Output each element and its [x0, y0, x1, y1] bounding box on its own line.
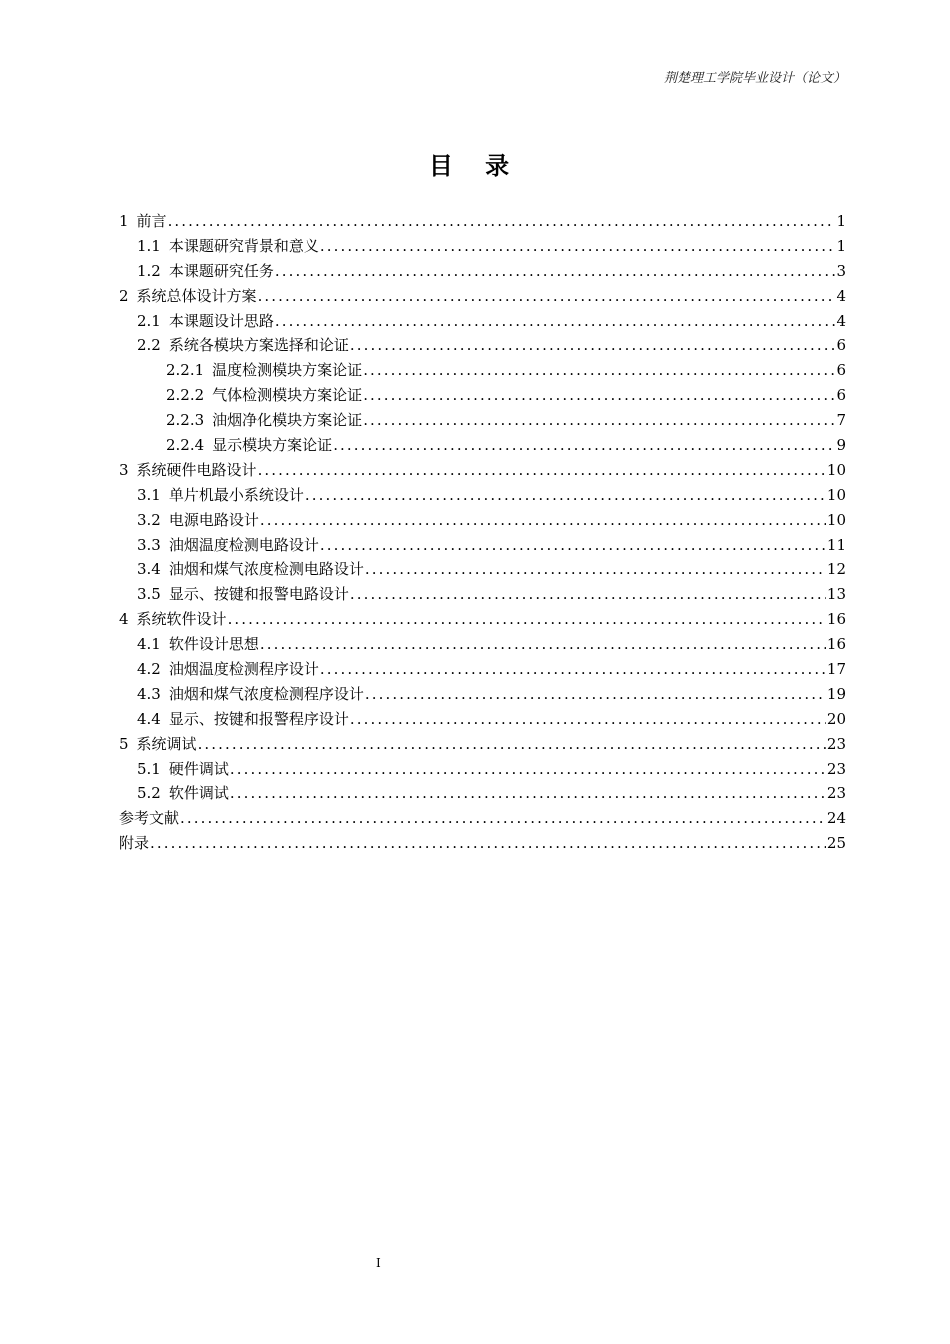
toc-page-number: 16 [826, 635, 846, 654]
toc-entry-title: 系统各模块方案选择和论证 [168, 336, 349, 355]
toc-entry-number: 5 [119, 734, 129, 753]
toc-entry-number: 2.2.2 [166, 386, 205, 405]
toc-page-number: 13 [826, 585, 846, 604]
toc-page-number: 10 [826, 460, 846, 479]
toc-entry-number: 3.3 [137, 535, 161, 554]
toc-dot-leader [230, 760, 826, 778]
toc-dot-leader [363, 361, 835, 379]
toc-dot-leader [260, 511, 826, 529]
toc-entry-title: 前言 [136, 212, 167, 230]
toc-entry-title: 油烟温度检测程序设计 [168, 660, 319, 679]
toc-entry-number: 4 [119, 610, 129, 629]
toc-entry[interactable] [119, 733, 846, 758]
toc-entry[interactable] [119, 310, 846, 335]
toc-entry-title: 电源电路设计 [168, 510, 259, 529]
toc-page-number: 16 [826, 610, 846, 629]
toc-entry-title: 系统硬件电路设计 [136, 460, 257, 479]
toc-entry-number: 3.5 [137, 585, 161, 604]
toc-dot-leader [350, 585, 826, 603]
page-number-footer: I [376, 1256, 381, 1270]
toc-entry-title: 显示、按键和报警电路设计 [168, 585, 349, 604]
toc-dot-leader [260, 635, 826, 653]
toc-page-number: 6 [836, 336, 846, 355]
toc-entry[interactable] [119, 235, 846, 260]
toc-entry-number: 5.1 [137, 759, 161, 778]
toc-entry[interactable] [119, 260, 846, 285]
toc-entry-title: 单片机最小系统设计 [168, 485, 304, 504]
toc-entry[interactable] [119, 459, 846, 484]
toc-entry-title: 气体检测模块方案论证 [212, 386, 363, 405]
toc-dot-leader [275, 312, 836, 330]
toc-dot-leader [180, 809, 826, 827]
toc-dot-leader [320, 237, 836, 255]
toc-page-number: 12 [826, 560, 846, 579]
toc-entry[interactable] [119, 409, 846, 434]
toc-entry[interactable] [119, 683, 846, 708]
toc-entry-number: 3 [119, 460, 129, 479]
toc-entry-number: 4.2 [137, 660, 161, 679]
toc-entry-title: 油烟和煤气浓度检测电路设计 [168, 560, 364, 579]
toc-entry-title: 系统总体设计方案 [136, 286, 257, 305]
toc-entry-title: 显示模块方案论证 [212, 436, 333, 455]
toc-entry-number: 3.1 [137, 485, 161, 504]
running-header: 荆楚理工学院毕业设计（论文） [663, 71, 846, 86]
toc-page-number: 23 [826, 759, 846, 778]
toc-dot-leader [258, 287, 836, 305]
toc-dot-leader [365, 685, 826, 703]
toc-entry[interactable] [119, 509, 846, 534]
toc-entry[interactable] [119, 334, 846, 359]
toc-page-number: 6 [836, 361, 846, 380]
toc-entry-number: 2.2 [137, 336, 161, 355]
toc-entry-number: 4.3 [137, 684, 161, 703]
toc-entry-title: 软件设计思想 [168, 635, 259, 654]
toc-dot-leader [168, 212, 836, 230]
toc-entry[interactable] [119, 359, 846, 384]
toc-entry[interactable] [119, 807, 846, 832]
toc-entry[interactable] [119, 558, 846, 583]
page-title: 目 录 [428, 152, 522, 180]
toc-dot-leader [350, 710, 826, 728]
toc-page-number: 1 [836, 212, 846, 230]
toc-entry-number: 1.1 [137, 236, 161, 255]
toc-dot-leader [363, 386, 835, 404]
toc-page-number: 10 [826, 510, 846, 529]
toc-entry[interactable] [119, 534, 846, 559]
toc-entry-title: 油烟温度检测电路设计 [168, 535, 319, 554]
toc-entry-title: 显示、按键和报警程序设计 [168, 709, 349, 728]
toc-entry-number: 1.2 [137, 261, 161, 280]
toc-dot-leader [350, 336, 836, 354]
toc-entry-number: 2.2.4 [166, 436, 205, 455]
toc-entry[interactable] [119, 384, 846, 409]
toc-page-number: 11 [826, 535, 846, 554]
toc-entry-title: 本课题设计思路 [168, 311, 274, 330]
toc-page-number: 10 [826, 485, 846, 504]
toc-entry-number: 4.1 [137, 635, 161, 654]
toc-page-number: 6 [836, 386, 846, 405]
toc-entry[interactable] [119, 484, 846, 509]
toc-dot-leader [230, 784, 826, 802]
toc-entry-number: 2.2.3 [166, 411, 205, 430]
toc-entry[interactable] [119, 782, 846, 807]
toc-page-number: 4 [836, 286, 846, 305]
toc-entry-number: 5.2 [137, 784, 161, 803]
toc-entry[interactable] [119, 758, 846, 783]
table-of-contents [119, 210, 846, 857]
toc-entry-number: 2 [119, 286, 129, 305]
toc-page-number: 25 [826, 834, 846, 853]
toc-dot-leader [258, 461, 826, 479]
toc-entry-title: 参考文献 [119, 809, 180, 828]
toc-page-number: 24 [826, 809, 846, 828]
toc-page-number: 3 [836, 261, 846, 280]
toc-entry[interactable] [119, 832, 846, 857]
toc-dot-leader [275, 262, 836, 280]
toc-entry-title: 温度检测模块方案论证 [212, 361, 363, 380]
toc-entry-title: 本课题研究任务 [168, 261, 274, 280]
toc-entry[interactable] [119, 658, 846, 683]
toc-entry-title: 附录 [119, 834, 150, 853]
toc-dot-leader [305, 486, 826, 504]
toc-entry[interactable] [119, 633, 846, 658]
toc-entry-title: 硬件调试 [168, 759, 229, 778]
toc-entry[interactable] [119, 210, 846, 235]
toc-page-number: 17 [826, 660, 846, 679]
toc-entry[interactable] [119, 434, 846, 459]
toc-page-number: 9 [836, 436, 846, 455]
toc-entry-title: 油烟和煤气浓度检测程序设计 [168, 684, 364, 703]
toc-dot-leader [198, 735, 826, 753]
toc-page-number: 7 [836, 411, 846, 430]
toc-dot-leader [320, 660, 826, 678]
toc-dot-leader [320, 536, 826, 554]
toc-entry-title: 油烟净化模块方案论证 [212, 411, 363, 430]
toc-entry-title: 本课题研究背景和意义 [168, 236, 319, 255]
toc-dot-leader [365, 560, 826, 578]
toc-entry[interactable] [119, 708, 846, 733]
toc-entry-number: 2.1 [137, 311, 161, 330]
toc-dot-leader [333, 436, 835, 454]
toc-entry[interactable] [119, 608, 846, 633]
toc-entry-number: 3.4 [137, 560, 161, 579]
toc-entry[interactable] [119, 285, 846, 310]
toc-dot-leader [150, 834, 826, 852]
toc-entry-number: 2.2.1 [166, 361, 205, 380]
toc-page-number: 23 [826, 734, 846, 753]
toc-entry-number: 3.2 [137, 510, 161, 529]
toc-dot-leader [228, 610, 826, 628]
toc-dot-leader [363, 411, 835, 429]
toc-entry-title: 软件调试 [168, 784, 229, 803]
toc-entry-title: 系统调试 [136, 734, 197, 753]
toc-entry[interactable] [119, 583, 846, 608]
toc-entry-number: 1 [119, 212, 129, 230]
toc-entry-number: 4.4 [137, 709, 161, 728]
toc-page-number: 20 [826, 709, 846, 728]
toc-page-number: 23 [826, 784, 846, 803]
toc-entry-title: 系统软件设计 [136, 610, 227, 629]
toc-page-number: 4 [836, 311, 846, 330]
toc-page-number: 19 [826, 684, 846, 703]
toc-page-number: 1 [836, 236, 846, 255]
